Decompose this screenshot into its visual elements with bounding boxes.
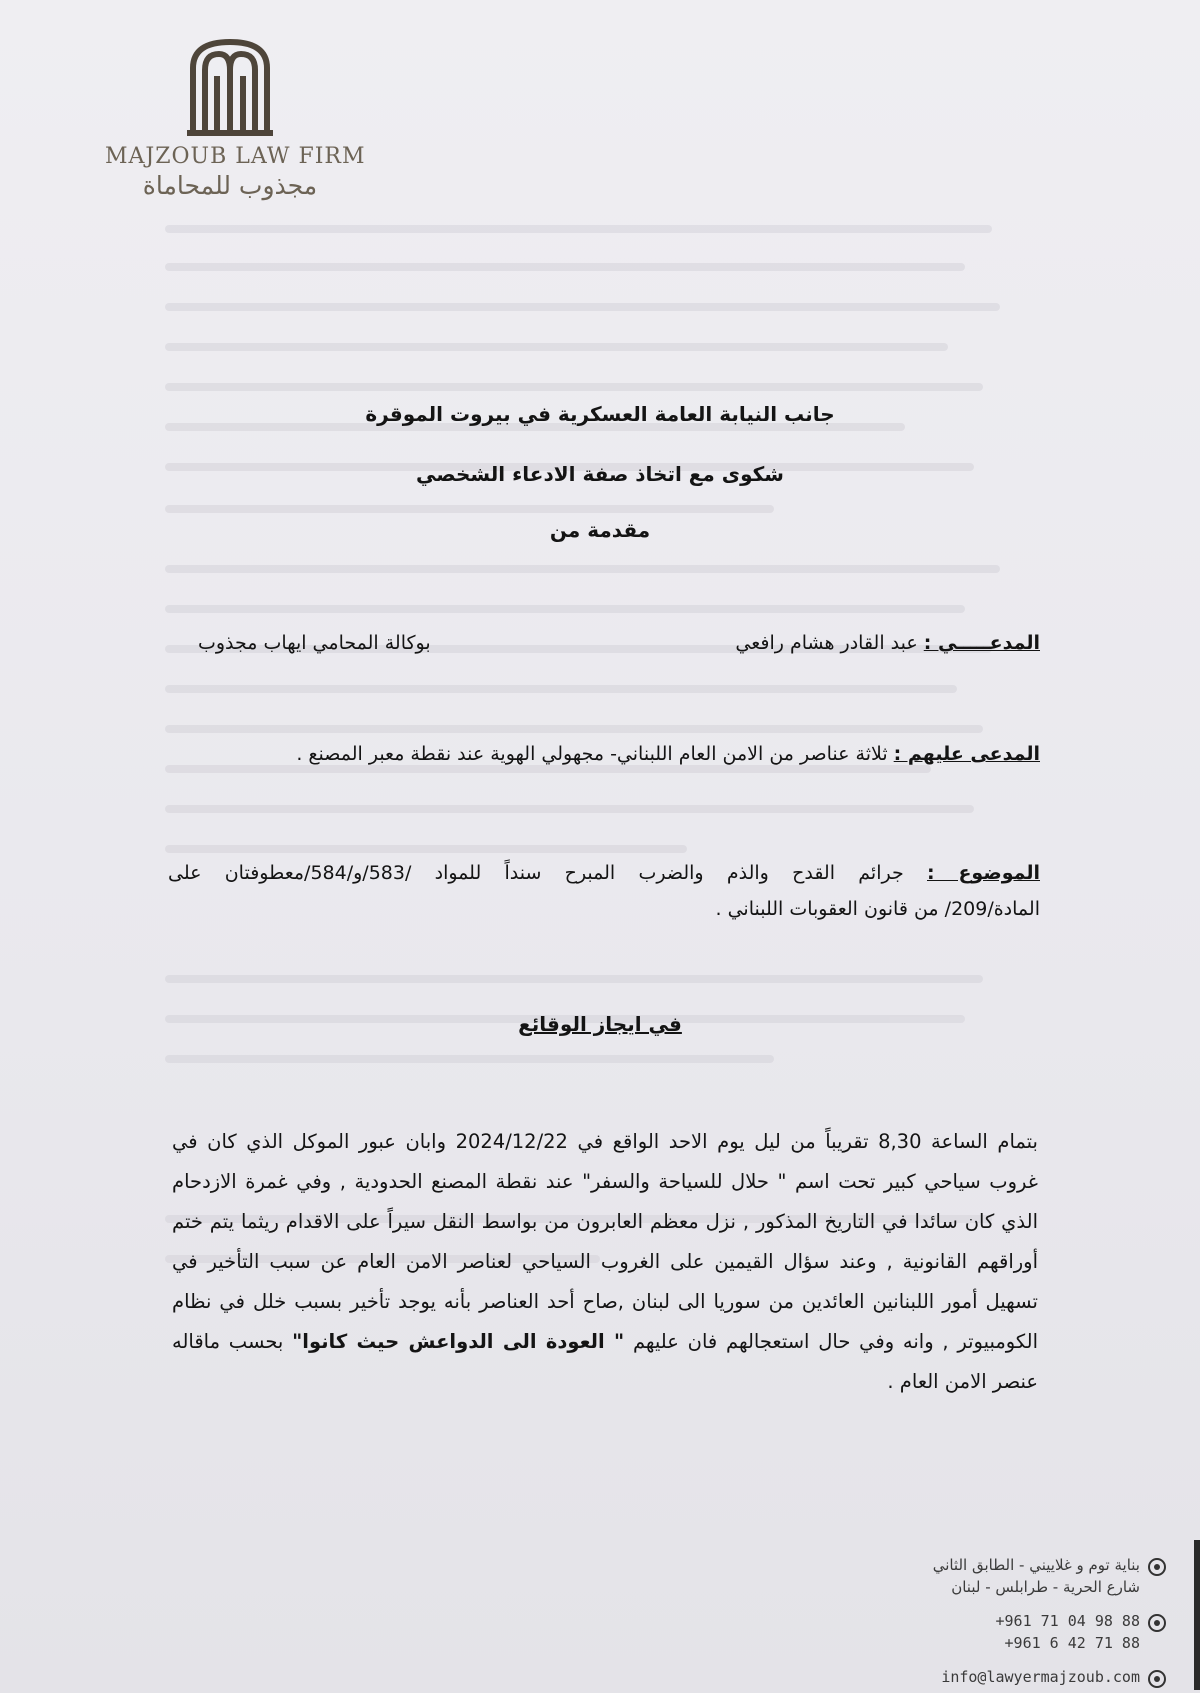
firm-logo (105, 36, 366, 200)
plaintiff-name: عبد القادر هشام رافعي (735, 632, 918, 654)
defendants-text: ثلاثة عناصر من الامن العام اللبناني- مجهولي الهوية عند نقطة معبر المصنع . (296, 743, 888, 765)
defendants-label: المدعى عليهم : (893, 743, 1040, 765)
firm-name-arabic: مجذوب للمحاماة (142, 171, 318, 200)
facts-heading: في ايجاز الوقائع (518, 1012, 682, 1036)
facts-paragraph (172, 1122, 1038, 1402)
facts-body: بتمام الساعة 8,30 تقريباً من ليل يوم الاحد الواقع في 2024/12/22 وابان عبور الموكل الذي كان في غروب سياحي كبير تحت اسم " حلال للسياحة والسفر" عند نقطة المصنع الحدودية , وفي غمرة الازدحام الذي كان سائدا في التاريخ المذكور , نزل معظم العابرون من بواسط النقل سيراً على الاقدام ريثما يتم ختم أوراقهم القانونية , وعند سؤال القيمين على الغروب السياحي لعناصر الامن العام عن سبب التأخير في تسهيل أمور اللبنانين العائدين من سوريا الى لبنان ,صاح أحد العناصر بأنه يوجد تأخير بسبب خلل في نظام الكومبيوتر , وانه وفي حال استعجالهم فان عليهم (172, 1130, 1038, 1353)
facts-quote: " العودة الى الدواعش حيث كانوا" (292, 1330, 625, 1353)
footer-email[interactable]: info@lawyermajzoub.com (880, 1668, 1170, 1690)
footer-phone-2: +961 6 42 71 88 (1004, 1634, 1140, 1652)
document-title: شكوى مع اتخاذ صفة الادعاء الشخصي (416, 462, 784, 486)
footer-phone-1: +961 71 04 98 88 (880, 1612, 1170, 1634)
facts-ending: بحسب ماقاله عنصر الامن العام . (172, 1330, 1038, 1393)
footer-address-2: شارع الحرية - طرابلس - لبنان (951, 1578, 1140, 1596)
arch-monogram-icon (187, 36, 273, 136)
submitted-by-line: مقدمة من (549, 518, 651, 542)
subject-line-2: المادة/209/ من قانون العقوبات اللبناني . (715, 898, 1040, 920)
footer-address-1: بناية توم و غلاييني - الطابق الثاني (880, 1556, 1170, 1578)
firm-name-english: MAJZOUB LAW FIRM (105, 144, 366, 169)
defendants-row (168, 743, 1040, 765)
subject-label: الموضوع : (927, 862, 1040, 884)
plaintiff-label: المدعـــــي : (923, 632, 1040, 654)
contact-footer (880, 1556, 1170, 1690)
plaintiff-agent: بوكالة المحامي ايهاب مجذوب (198, 632, 431, 654)
phone-icon (1148, 1614, 1166, 1632)
scan-edge (1194, 1540, 1200, 1690)
addressee-line: جانب النيابة العامة العسكرية في بيروت الموقرة (365, 402, 835, 426)
email-icon (1148, 1670, 1166, 1688)
plaintiff-row (168, 632, 1040, 654)
subject-row (168, 862, 1040, 884)
location-icon (1148, 1558, 1166, 1576)
subject-line-1: جرائم القدح والذم والضرب المبرح سنداً للمواد /583/و/584/معطوفتان على (168, 862, 904, 884)
